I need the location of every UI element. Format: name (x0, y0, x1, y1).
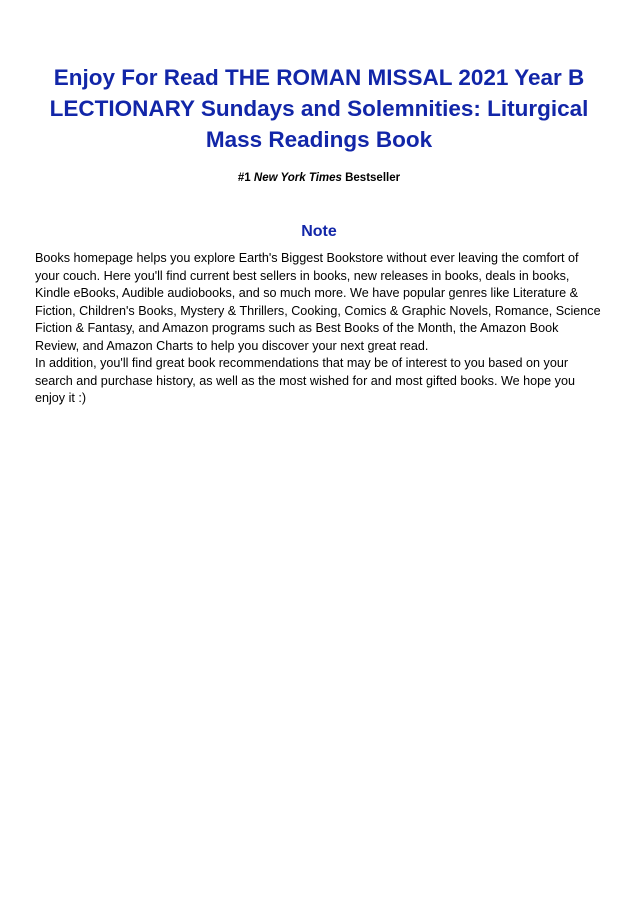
bestseller-suffix: Bestseller (341, 172, 401, 184)
bestseller-line (0, 170, 638, 186)
note-paragraph: Books homepage helps you explore Earth's Biggest Bookstore without ever leaving the comfort of your couch. Here you'll find current best sellers in books, new releases in books, deals in books, Kindle eBooks, Audible audiobooks, and so much more. We have popular genres like Literature & Fiction, Children's Books, Mystery & Thrillers, Cooking, Comics & Graphic Novels, Romance, Science Fiction & Fantasy, and Amazon programs such as Best Books of the Month, the Amazon Book Review, and Amazon Charts to help you discover your next great read. (35, 251, 601, 353)
note-heading: Note (301, 223, 337, 240)
bestseller-prefix: #1 (237, 172, 254, 184)
note-paragraph: In addition, you'll find great book recommendations that may be of interest to you based on your search and purchase history, as well as the most wished for and most gifted books. We hope you enjoy it :) (35, 356, 575, 405)
page-title: Enjoy For Read THE ROMAN MISSAL 2021 Year B LECTIONARY Sundays and Solemnities: Liturgical Mass Readings Book (49, 65, 589, 152)
bestseller-publication: New York Times (253, 172, 342, 184)
note-body (35, 250, 603, 408)
